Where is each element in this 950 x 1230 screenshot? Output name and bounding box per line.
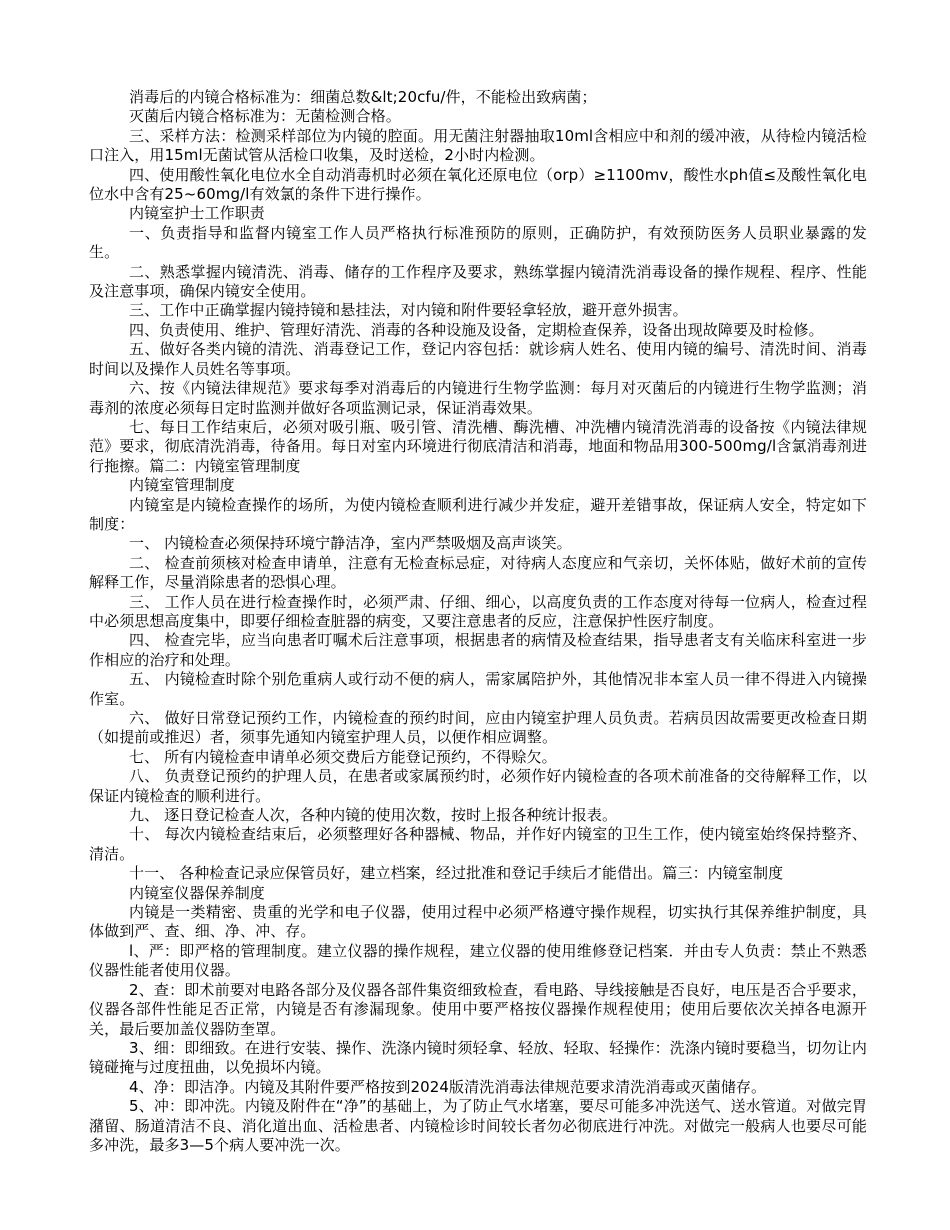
- paragraph-rule-1: 一、 内镜检查必须保持环境宁静洁净，室内严禁吸烟及高声谈笑。: [129, 534, 572, 553]
- section-heading-maintenance: 内镜室仪器保养制度: [129, 883, 265, 902]
- paragraph-duty-1: 一、负责指导和监督内镜室工作人员严格执行标准预防的原则，正确防护，有效预防医务人员职业暴露的发生。: [89, 223, 867, 262]
- paragraph-duty-7: 七、每日工作结束后，必须对吸引瓶、吸引管、清洗槽、酶洗槽、冲洗槽内镜清洗消毒的设备按《内镜法律规范》要求，彻底清洗消毒，待备用。每日对室内环境进行彻底清洁和消毒，地面和物品用300-500mg/l含氯消毒剂进行拖擦。篇二：内镜室管理制度: [89, 417, 867, 475]
- paragraph-sterile-standard: 灭菌后内镜合格标准为：无菌检测合格。: [129, 107, 401, 126]
- paragraph-maintenance-rinse: 5、冲：即冲洗。内镜及附件在“净”的基础上，为了防止气水堵塞，要尽可能多冲洗送气、送水管道。对做完胃潴留、肠道清洁不良、消化道出血、活检患者、内镜检诊时间较长者勿必彻底进行冲洗。对做完一般病人也要尽可能多冲洗，最多3—5个病人要冲洗一次。: [89, 1097, 867, 1154]
- paragraph-duty-2: 二、熟悉掌握内镜清洗、消毒、储存的工作程序及要求，熟练掌握内镜清洗消毒设备的操作规程、程序、性能及注意事项，确保内镜安全使用。: [89, 262, 867, 301]
- section-heading-management: 内镜室管理制度: [129, 476, 235, 495]
- paragraph-rule-4: 四、 检查完毕，应当向患者叮嘱术后注意事项，根据患者的病情及检查结果，指导患者支有关临床科室进一步作相应的治疗和处理。: [89, 631, 867, 669]
- paragraph-rule-7: 七、 所有内镜检查申请单必须交费后方能登记预约，不得赊欠。: [129, 747, 557, 766]
- paragraph-duty-3: 三、工作中正确掌握内镜持镜和悬挂法，对内镜和附件要轻拿轻放，避开意外损害。: [129, 301, 688, 320]
- paragraph-rule-11: 十一、 各种检查记录应保管员好，建立档案，经过批准和登记手续后才能借出。篇三：内镜室制度: [129, 864, 784, 883]
- paragraph-duty-4: 四、负责使用、维护、管理好清洗、消毒的各种设施及设备，定期检查保养，设备出现故障要及时检修。: [129, 320, 824, 339]
- paragraph-rule-3: 三、 工作人员在进行检查操作时，必须严肃、仔细、细心，以高度负责的工作态度对待每一位病人，检查过程中必须思想高度集中，即要仔细检查脏器的病变，又要注意患者的反应，注意保护性医疗制度。: [89, 592, 867, 630]
- paragraph-rule-8: 八、 负责登记预约的护理人员，在患者或家属预约时，必须作好内镜检查的各项术前准备的交待解释工作，以保证内镜检查的顺利进行。: [89, 767, 867, 805]
- paragraph-maintenance-strict: l、严：即严格的管理制度。建立仪器的操作规程，建立仪器的使用维修登记档案．并由专人负责：禁止不熟悉仪器性能者使用仪器。: [89, 941, 867, 980]
- section-heading-nurse-duties: 内镜室护士工作职责: [129, 204, 265, 223]
- paragraph-rule-5: 五、 内镜检查时除个别危重病人或行动不便的病人，需家属陪护外，其他情况非本室人员一律不得进入内镜操作室。: [89, 670, 867, 708]
- paragraph-maintenance-careful: 3、细：即细致。在进行安装、操作、洗涤内镜时须轻拿、轻放、轻取、轻操作：洗涤内镜时要稳当，切勿让内镜碰掩与过度扭曲，以免损坏内镜。: [89, 1038, 867, 1077]
- paragraph-sampling-method: 三、采样方法：检测采样部位为内镜的腔面。用无菌注射器抽取10ml含相应中和剂的缓冲液，从待检内镜活检口注入，用15ml无菌试管从活检口收集，及时送检，2小时内检测。: [89, 126, 867, 165]
- paragraph-maintenance-intro: 内镜是一类精密、贵重的光学和电子仪器，使用过程中必须严格遵守操作规程，切实执行其保养维护制度，具体做到严、查、细、净、冲、存。: [89, 903, 867, 941]
- paragraph-rule-2: 二、 检查前须核对检查申请单，注意有无检查标忌症，对待病人态度应和气亲切，关怀体贴，做好术前的宣传解释工作，尽量消除患者的恐惧心理。: [89, 553, 867, 592]
- paragraph-rule-10: 十、 每次内镜检查结束后，必须整理好各种器械、物品，并作好内镜室的卫生工作，使内镜室始终保持整齐、清洁。: [89, 825, 867, 863]
- paragraph-disinfect-standard: 消毒后的内镜合格标准为：细菌总数&lt;20cfu/件，不能检出致病菌；: [129, 88, 597, 106]
- paragraph-rule-9: 九、 逐日登记检查人次，各种内镜的使用次数，按时上报各种统计报表。: [129, 806, 618, 825]
- paragraph-duty-6: 六、按《内镜法律规范》要求每季对消毒后的内镜进行生物学监测：每月对灭菌后的内镜进行生物学监测；消毒剂的浓度必须每日定时监测并做好各项监测记录，保证消毒效果。: [89, 379, 867, 417]
- paragraph-acidic-water: 四、使用酸性氧化电位水全自动消毒机时必须在氧化还原电位（orp）≥1100mv，酸性水ph值≤及酸性氧化电位水中含有25~60mg/l有效氯的条件下进行操作。: [89, 165, 867, 204]
- document-body: [89, 88, 867, 1155]
- paragraph-management-intro: 内镜室是内镜检查操作的场所，为使内镜检查顺利进行减少并发症，避开差错事故，保证病人安全，特定如下制度：: [89, 495, 867, 533]
- paragraph-rule-6: 六、 做好日常登记预约工作，内镜检查的预约时间，应由内镜室护理人员负责。若病员因故需要更改检查日期（如提前或推迟）者，须事先通知内镜室护理人员，以便作相应调整。: [89, 709, 867, 747]
- paragraph-maintenance-clean: 4、净：即洁净。内镜及其附件要严格按到2024版清洗消毒法律规范要求清洗消毒或灭菌储存。: [129, 1077, 767, 1096]
- paragraph-maintenance-check: 2、查：即术前要对电路各部分及仪器各部件集资细致检查，看电路、导线接触是否良好，电压是否合乎要求，仪器各部件性能足否正常，内镜是否有渗漏现象。使用中要严格按仪器操作规程使用；使用后要依次关掉各电源开关，最后要加盖仪器防奎罩。: [89, 980, 867, 1038]
- paragraph-duty-5: 五、做好各类内镜的清洗、消毒登记工作，登记内容包括：就诊病人姓名、使用内镜的编号、清洗时间、消毒时间以及操作人员姓名等事项。: [89, 340, 867, 378]
